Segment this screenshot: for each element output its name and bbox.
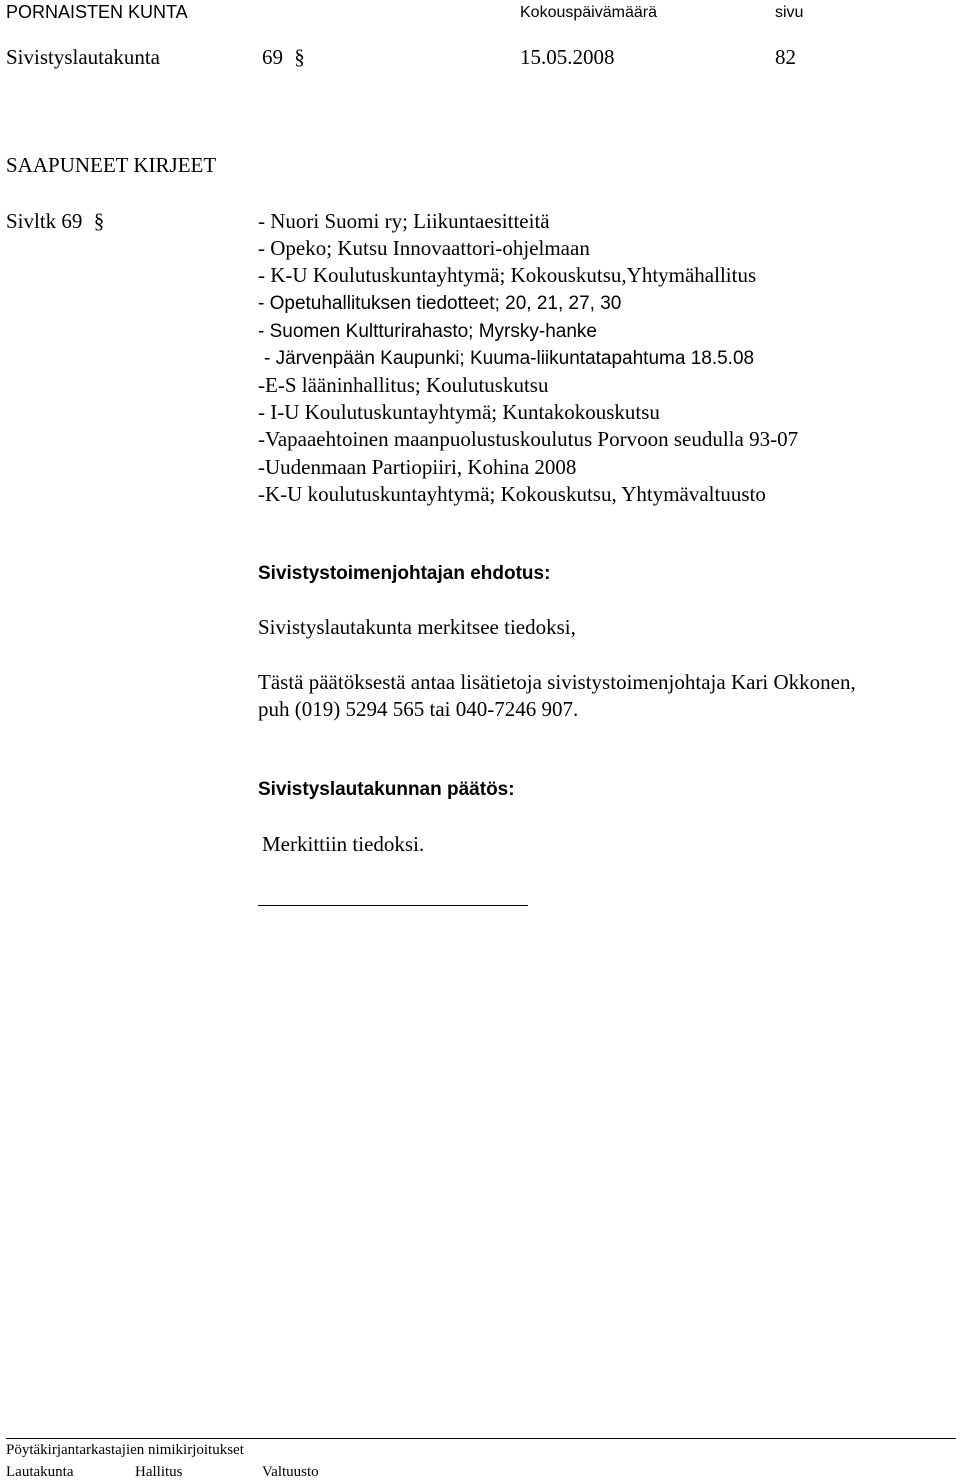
list-item: -Uudenmaan Partiopiiri, Kohina 2008 [258, 455, 577, 479]
footer-col-hallitus: Hallitus [135, 1464, 183, 1480]
section-title: SAAPUNEET KIRJEET [6, 153, 217, 177]
info-line-1: Tästä päätöksestä antaa lisätietoja sivistystoimenjohtaja Kari Okkonen, [258, 670, 856, 694]
list-item: - Opetuhallituksen tiedotteet; 20, 21, 27, 30 [258, 293, 622, 314]
list-item: - I-U Koulutuskuntayhtymä; Kuntakokouskutsu [258, 400, 660, 424]
decision-heading: Sivistyslautakunnan päätös: [258, 779, 515, 800]
proposal-heading: Sivistystoimenjohtajan ehdotus: [258, 563, 551, 584]
section-number: 69 § [262, 45, 305, 69]
info-line-2: puh (019) 5294 565 tai 040-7246 907. [258, 697, 579, 721]
letters-list [258, 208, 938, 508]
footer-col-lautakunta: Lautakunta [6, 1464, 74, 1480]
list-item: - Nuori Suomi ry; Liikuntaesitteitä [258, 209, 550, 233]
list-item: -Vapaaehtoinen maanpuolustuskoulutus Porvoon seudulla 93-07 [258, 427, 799, 451]
decision-text: Merkittiin tiedoksi. [262, 832, 425, 856]
committee-name: Sivistyslautakunta [6, 45, 160, 69]
closing-rule [258, 905, 528, 906]
meeting-date-label: Kokouspäivämäärä [520, 4, 657, 21]
page-number: 82 [775, 45, 796, 69]
list-item: - Suomen Kultturirahasto; Myrsky-hanke [258, 321, 597, 342]
footer-col-valtuusto: Valtuusto [262, 1464, 319, 1480]
list-item: - Järvenpään Kaupunki; Kuuma-liikuntatapahtuma 18.5.08 [264, 348, 755, 369]
list-item: - Opeko; Kutsu Innovaattori-ohjelmaan [258, 236, 590, 260]
list-item: -K-U koulutuskuntayhtymä; Kokouskutsu, Yhtymävaltuusto [258, 482, 766, 506]
list-item: -E-S lääninhallitus; Koulutuskutsu [258, 373, 549, 397]
meeting-date: 15.05.2008 [520, 45, 615, 69]
signatures-label: Pöytäkirjantarkastajien nimikirjoitukset [6, 1442, 244, 1458]
footer-divider [6, 1438, 956, 1439]
page-label: sivu [775, 4, 804, 21]
proposal-text: Sivistyslautakunta merkitsee tiedoksi, [258, 615, 576, 639]
section-mark: § [294, 45, 305, 69]
municipality-name: PORNAISTEN KUNTA [6, 2, 188, 22]
list-item: - K-U Koulutuskuntayhtymä; Kokouskutsu,Yhtymähallitus [258, 263, 757, 287]
item-reference: Sivltk 69 § [6, 209, 105, 233]
item-section-mark: § [93, 209, 105, 233]
